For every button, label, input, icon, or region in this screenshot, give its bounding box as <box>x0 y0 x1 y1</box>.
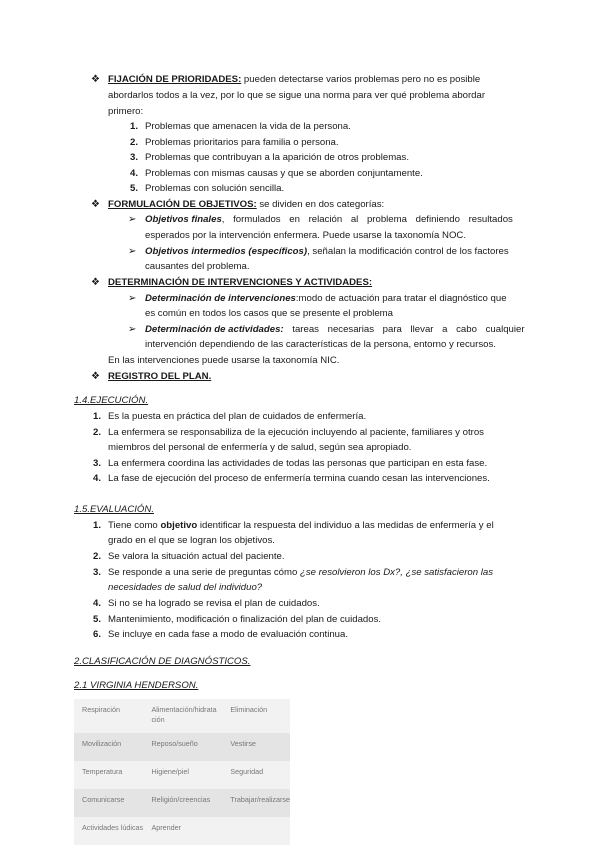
evaluacion-item-3: Se responde a una serie de preguntas cómo ¿se resolvieron los Dx?, ¿se satisfacieron las <box>108 567 494 578</box>
priority-item: Problemas prioritarios para familia o persona. <box>145 137 339 148</box>
ejecucion-number: 4. <box>92 473 101 484</box>
evaluacion-item-3-line-2: necesidades de salud del individuo? <box>108 582 263 593</box>
fijacion-paragraph: FIJACIÓN DE PRIORIDADES: pueden detectarse varios problemas pero no es posible <box>108 74 481 85</box>
ejecucion-item: La enfermera coordina las actividades de todas las personas que participan en esta fase. <box>108 458 488 469</box>
table-cell: Seguridad <box>222 761 290 789</box>
ejecucion-heading: 1.4.EJECUCIÓN. <box>74 395 149 406</box>
table-row <box>74 733 290 761</box>
evaluacion-item-6: Se incluye en cada fase a modo de evaluación continua. <box>108 629 349 640</box>
priority-number: 4. <box>129 168 138 179</box>
evaluacion-number: 4. <box>92 598 101 609</box>
arrow-bullet-icon: ➢ <box>128 324 137 335</box>
evaluacion-heading: 1.5.EVALUACIÓN. <box>74 504 154 515</box>
table-cell: Vestirse <box>222 733 290 761</box>
table-cell: Religión/creencias <box>143 789 222 817</box>
evaluacion-item-1: Tiene como objetivo identificar la respuesta del individuo a las medidas de enfermería y el <box>108 520 494 531</box>
objetivos-finales-label: Objetivos finales <box>145 214 222 225</box>
priority-item: Problemas con solución sencilla. <box>145 183 285 194</box>
evaluacion-number: 3. <box>92 567 101 578</box>
evaluacion-number: 2. <box>92 551 101 562</box>
table-cell: Temperatura <box>74 761 143 789</box>
objetivos-finales-line-1: Objetivos finales, formulados en relación al problema definiendo resultados <box>145 214 513 225</box>
henderson-needs-table <box>74 699 290 845</box>
ejecucion-number: 3. <box>92 458 101 469</box>
objetivos-intermedios-line-2: causantes del problema. <box>145 261 250 272</box>
det-intervenciones-label: Determinación de intervenciones <box>145 293 296 304</box>
ejecucion-number: 2. <box>92 427 101 438</box>
evaluacion-item-5: Mantenimiento, modificación o finalización del plan de cuidados. <box>108 614 382 625</box>
fijacion-line-2: abordarlos todos a la vez, por lo que se sigue una norma para ver qué problema abordar <box>108 90 486 101</box>
det-actividades-line-2: intervención dependiendo de las características de la persona, entorno y recursos. <box>145 339 496 350</box>
evaluacion-item-4: Si no se ha logrado se revisa el plan de cuidados. <box>108 598 320 609</box>
determinacion-title: DETERMINACIÓN DE INTERVENCIONES Y ACTIVIDADES: <box>108 277 373 288</box>
priority-item: Problemas con mismas causas y que se aborden conjuntamente. <box>145 168 423 179</box>
det-intervenciones-line-2: es común en todos los casos que se presente el problema <box>145 308 393 319</box>
priority-number: 1. <box>129 121 138 132</box>
objetivos-finales-line-2: esperados por la intervención enfermera. Puede usarse la taxonomía NOC. <box>145 230 467 241</box>
ejecucion-item-line-2: miembros del personal de enfermería y de salud, según sea apropiado. <box>108 442 412 453</box>
formulacion-title: FORMULACIÓN DE OBJETIVOS: <box>108 199 257 210</box>
ejecucion-item: La enfermera se responsabiliza de la ejecución incluyendo al paciente, familiares y otros <box>108 427 484 438</box>
objetivos-intermedios-label: Objetivos intermedios (específicos) <box>145 246 308 257</box>
diamond-bullet-icon: ❖ <box>91 74 100 85</box>
table-cell: Respiración <box>74 699 143 733</box>
henderson-heading: 2.1 VIRGINIA HENDERSON. <box>74 680 199 691</box>
formulacion-line: FORMULACIÓN DE OBJETIVOS: se dividen en dos categorías: <box>108 199 385 210</box>
ejecucion-number: 1. <box>92 411 101 422</box>
priority-number: 5. <box>129 183 138 194</box>
priority-item: Problemas que contribuyan a la aparición de otros problemas. <box>145 152 409 163</box>
evaluacion-number: 6. <box>92 629 101 640</box>
table-cell: Comunicarse <box>74 789 143 817</box>
ejecucion-item: Es la puesta en práctica del plan de cuidados de enfermería. <box>108 411 367 422</box>
table-row <box>74 817 290 845</box>
arrow-bullet-icon: ➢ <box>128 214 137 225</box>
objetivo-word: objetivo <box>160 520 198 531</box>
evaluacion-number: 5. <box>92 614 101 625</box>
priority-number: 2. <box>129 137 138 148</box>
det-intervenciones-line-1: Determinación de intervenciones:modo de actuación para tratar el diagnóstico que <box>145 293 507 304</box>
table-cell: Eliminación <box>222 699 290 733</box>
table-cell <box>222 817 290 845</box>
ejecucion-item: La fase de ejecución del proceso de enfermería termina cuando cesan las intervenciones. <box>108 473 490 484</box>
table-cell: Trabajar/realizarse <box>222 789 290 817</box>
table-cell: Higiene/piel <box>143 761 222 789</box>
diamond-bullet-icon: ❖ <box>91 199 100 210</box>
arrow-bullet-icon: ➢ <box>128 246 137 257</box>
priority-number: 3. <box>129 152 138 163</box>
evaluacion-item-1-line-2: grado en el que se logran los objetivos. <box>108 535 275 546</box>
table-cell: Aprender <box>143 817 222 845</box>
evaluacion-item-2: Se valora la situación actual del paciente. <box>108 551 285 562</box>
nic-line: En las intervenciones puede usarse la taxonomía NIC. <box>108 355 340 366</box>
table-cell: Actividades lúdicas <box>74 817 143 845</box>
table-row <box>74 699 290 733</box>
arrow-bullet-icon: ➢ <box>128 293 137 304</box>
priority-item: Problemas que amenacen la vida de la persona. <box>145 121 351 132</box>
table-cell: Reposo/sueño <box>143 733 222 761</box>
det-actividades-label: Determinación de actividades: <box>145 324 284 335</box>
registro-title: REGISTRO DEL PLAN. <box>108 371 212 382</box>
evaluacion-number: 1. <box>92 520 101 531</box>
fijacion-title: FIJACIÓN DE PRIORIDADES: <box>108 74 242 85</box>
diamond-bullet-icon: ❖ <box>91 371 100 382</box>
table-cell: Movilización <box>74 733 143 761</box>
fijacion-line-3: primero: <box>108 106 144 117</box>
table-row <box>74 789 290 817</box>
objetivos-intermedios-line-1: Objetivos intermedios (específicos), señalan la modificación control de los factores <box>145 246 509 257</box>
table-row <box>74 761 290 789</box>
det-actividades-line-1: Determinación de actividades: tareas necesarias para llevar a cabo cualquier <box>145 324 525 335</box>
table-cell: Alimentación/hidrata ción <box>143 699 222 733</box>
clasificacion-heading: 2.CLASIFICACIÓN DE DIAGNÓSTICOS. <box>74 656 251 667</box>
diamond-bullet-icon: ❖ <box>91 277 100 288</box>
